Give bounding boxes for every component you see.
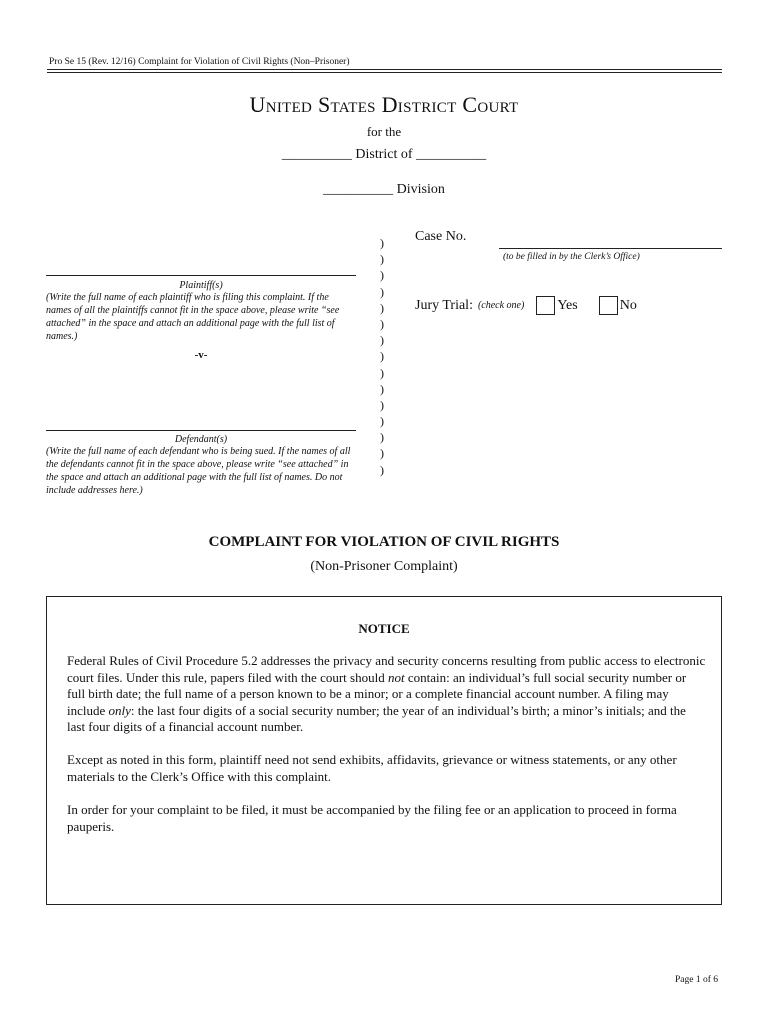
caption-parentheses	[380, 235, 384, 478]
paren: )	[380, 349, 384, 364]
page-number: Page 1 of 6	[675, 975, 719, 985]
notice-paragraph-exhibits: Except as noted in this form, plaintiff need not send exhibits, affidavits, grievance or witness statements, or any other materials to the Clerk’s Office with this complaint.	[67, 752, 677, 784]
paren: )	[380, 446, 384, 461]
versus-text: -v-	[194, 349, 208, 361]
jury-no-label: No	[619, 297, 637, 313]
privacy-text-b: contain: an individual’s full social security number or full birth date; the full name of a person known to be a minor; or a complete financial account number. A filing may include	[67, 669, 687, 718]
header-divider	[47, 69, 722, 73]
defendant-instructions: (Write the full name of each defendant who is being sued. If the names of all the defendants cannot fit in the space above, please write “see attached” in the space and attach an additional page with the full list of names. Do not include addresses here.)	[46, 446, 351, 496]
paren: )	[380, 381, 384, 396]
paren: )	[380, 397, 384, 412]
paren: )	[380, 284, 384, 299]
complaint-title: COMPLAINT FOR VIOLATION OF CIVIL RIGHTS	[208, 534, 560, 550]
notice-box	[46, 596, 722, 905]
privacy-text-c: : the last four digits of a social security number; the year of an individual’s birth; a minor’s initials; and the last four digits of a financial account number.	[67, 702, 686, 734]
notice-paragraph-filing-fee: In order for your complaint to be filed, it must be accompanied by the filing fee or an application to proceed in forma pauperis.	[67, 802, 677, 834]
paren: )	[380, 300, 384, 315]
paren: )	[380, 268, 384, 283]
defendant-name-line[interactable]	[46, 430, 356, 431]
paren: )	[380, 333, 384, 348]
court-title: United States District Court	[249, 92, 519, 117]
paren: )	[380, 414, 384, 429]
paren: )	[380, 430, 384, 445]
privacy-emphasis-only: only	[108, 702, 131, 718]
jury-no-checkbox[interactable]	[599, 296, 618, 315]
notice-paragraph-privacy	[67, 653, 707, 736]
paren: )	[380, 316, 384, 331]
paren: )	[380, 365, 384, 380]
jury-yes-label: Yes	[557, 297, 578, 313]
division-line: __________ Division	[323, 182, 445, 197]
plaintiff-instructions: (Write the full name of each plaintiff who is filing this complaint. If the names of all the plaintiffs cannot fit in the space above, please write “see attached” in the space and attach an additional page with the full list of names.)	[46, 292, 340, 342]
jury-yes-checkbox[interactable]	[536, 296, 555, 315]
plaintiff-label: Plaintiff(s)	[179, 280, 223, 291]
jury-trial-row	[415, 296, 637, 315]
jury-trial-label: Jury Trial:	[415, 297, 473, 313]
case-no-label: Case No.	[415, 229, 467, 244]
defendant-block	[46, 434, 356, 497]
for-the-text: for the	[366, 124, 402, 139]
paren: )	[380, 462, 384, 477]
form-id-header: Pro Se 15 (Rev. 12/16) Complaint for Violation of Civil Rights (Non–Prisoner)	[49, 57, 350, 67]
case-no-field[interactable]	[499, 248, 722, 249]
paren: )	[380, 252, 384, 267]
privacy-emphasis-not: not	[387, 669, 405, 685]
defendant-label: Defendant(s)	[174, 434, 228, 445]
district-line: __________ District of __________	[281, 147, 487, 162]
plaintiff-block	[46, 280, 356, 343]
check-one-note: (check one)	[477, 300, 525, 311]
notice-title: NOTICE	[358, 621, 410, 636]
paren: )	[380, 236, 384, 250]
clerk-note: (to be filled in by the Clerk’s Office)	[503, 252, 640, 262]
plaintiff-name-line[interactable]	[46, 275, 356, 276]
complaint-subtitle: (Non-Prisoner Complaint)	[310, 559, 458, 574]
privacy-text-a: Federal Rules of Civil Procedure 5.2 addresses the privacy and security concerns resulting from public access to electronic court files. Under this rule, papers filed with the court should	[67, 653, 706, 685]
